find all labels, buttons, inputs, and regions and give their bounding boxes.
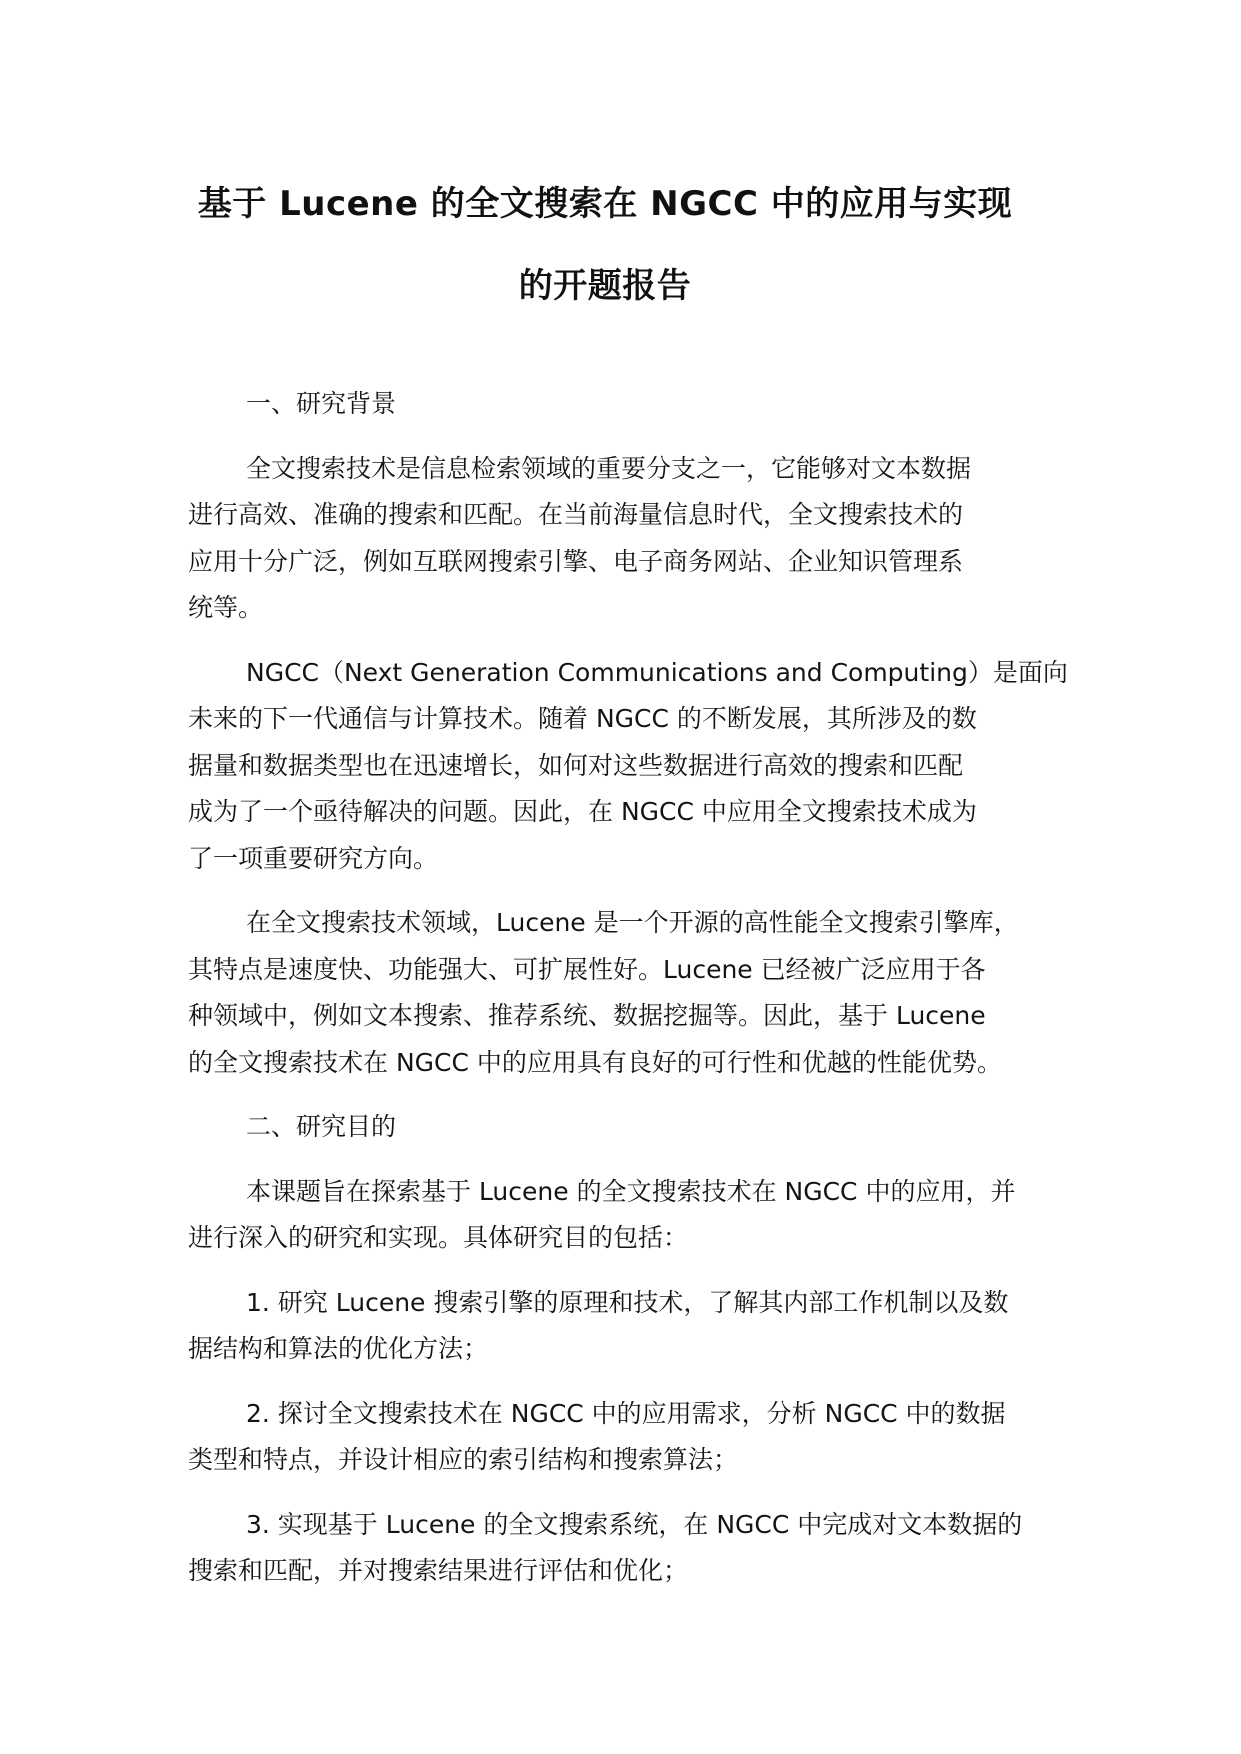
- paragraph-line: 了一项重要研究方向。: [188, 843, 439, 873]
- paragraph-line: 进行深入的研究和实现。具体研究目的包括：: [188, 1223, 689, 1252]
- list-item-line: 类型和特点，并设计相应的索引结构和搜索算法；: [188, 1445, 739, 1474]
- section-heading-text: 一、研究背景: [246, 389, 397, 418]
- paragraph-line: 其特点是速度快、功能强大、可扩展性好。Lucene 已经被广泛应用于各: [188, 954, 986, 984]
- document-title-line-2: 的开题报告: [518, 266, 692, 306]
- section-heading-purpose: [188, 1104, 1088, 1151]
- document-body: [188, 381, 1088, 1613]
- list-item-3: [188, 1502, 1088, 1595]
- paragraph-purpose-intro: [188, 1169, 1088, 1262]
- paragraph-line: 的全文搜索技术在 NGCC 中的应用具有良好的可行性和优越的性能优势。: [188, 1047, 1002, 1077]
- paragraph-line: 据量和数据类型也在迅速增长，如何对这些数据进行高效的搜索和匹配: [188, 750, 964, 780]
- paragraph-line: 种领域中，例如文本搜索、推荐系统、数据挖掘等。因此，基于 Lucene: [188, 1001, 986, 1030]
- list-item-line: 搜索和匹配，并对搜索结果进行评估和优化；: [188, 1556, 689, 1585]
- paragraph-line: 全文搜索技术是信息检索领域的重要分支之一，它能够对文本数据: [246, 453, 972, 483]
- paragraph-line: 成为了一个亟待解决的问题。因此，在 NGCC 中应用全文搜索技术成为: [188, 797, 977, 826]
- paragraph-line: NGCC（Next Generation Communications and Computing）是面向: [246, 657, 1068, 687]
- paragraph-line: 统等。: [188, 593, 264, 622]
- paragraph-background-1: [188, 446, 1088, 632]
- list-item-line: 2. 探讨全文搜索技术在 NGCC 中的应用需求，分析 NGCC 中的数据: [246, 1398, 1006, 1428]
- list-item-line: 1. 研究 Lucene 搜索引擎的原理和技术，了解其内部工作机制以及数: [246, 1287, 1009, 1317]
- document-title-line-1: 基于 Lucene 的全文搜索在 NGCC 中的应用与实现: [197, 184, 1013, 224]
- paragraph-line: 在全文搜索技术领域，Lucene 是一个开源的高性能全文搜索引擎库，: [246, 908, 1019, 937]
- list-item-line: 3. 实现基于 Lucene 的全文搜索系统，在 NGCC 中完成对文本数据的: [246, 1509, 1023, 1539]
- paragraph-line: 应用十分广泛，例如互联网搜索引擎、电子商务网站、企业知识管理系: [188, 546, 964, 576]
- paragraph-background-3: [188, 900, 1088, 1086]
- section-heading-text: 二、研究目的: [246, 1112, 397, 1141]
- section-heading-background: [188, 381, 1088, 428]
- paragraph-background-2: [188, 650, 1088, 883]
- paragraph-line: 进行高效、准确的搜索和匹配。在当前海量信息时代，全文搜索技术的: [188, 500, 964, 529]
- paragraph-line: 未来的下一代通信与计算技术。随着 NGCC 的不断发展，其所涉及的数: [188, 704, 977, 733]
- list-item-1: [188, 1280, 1088, 1373]
- list-item-2: [188, 1391, 1088, 1484]
- list-item-line: 据结构和算法的优化方法；: [188, 1334, 489, 1363]
- paragraph-line: 本课题旨在探索基于 Lucene 的全文搜索技术在 NGCC 中的应用，并: [246, 1176, 1016, 1206]
